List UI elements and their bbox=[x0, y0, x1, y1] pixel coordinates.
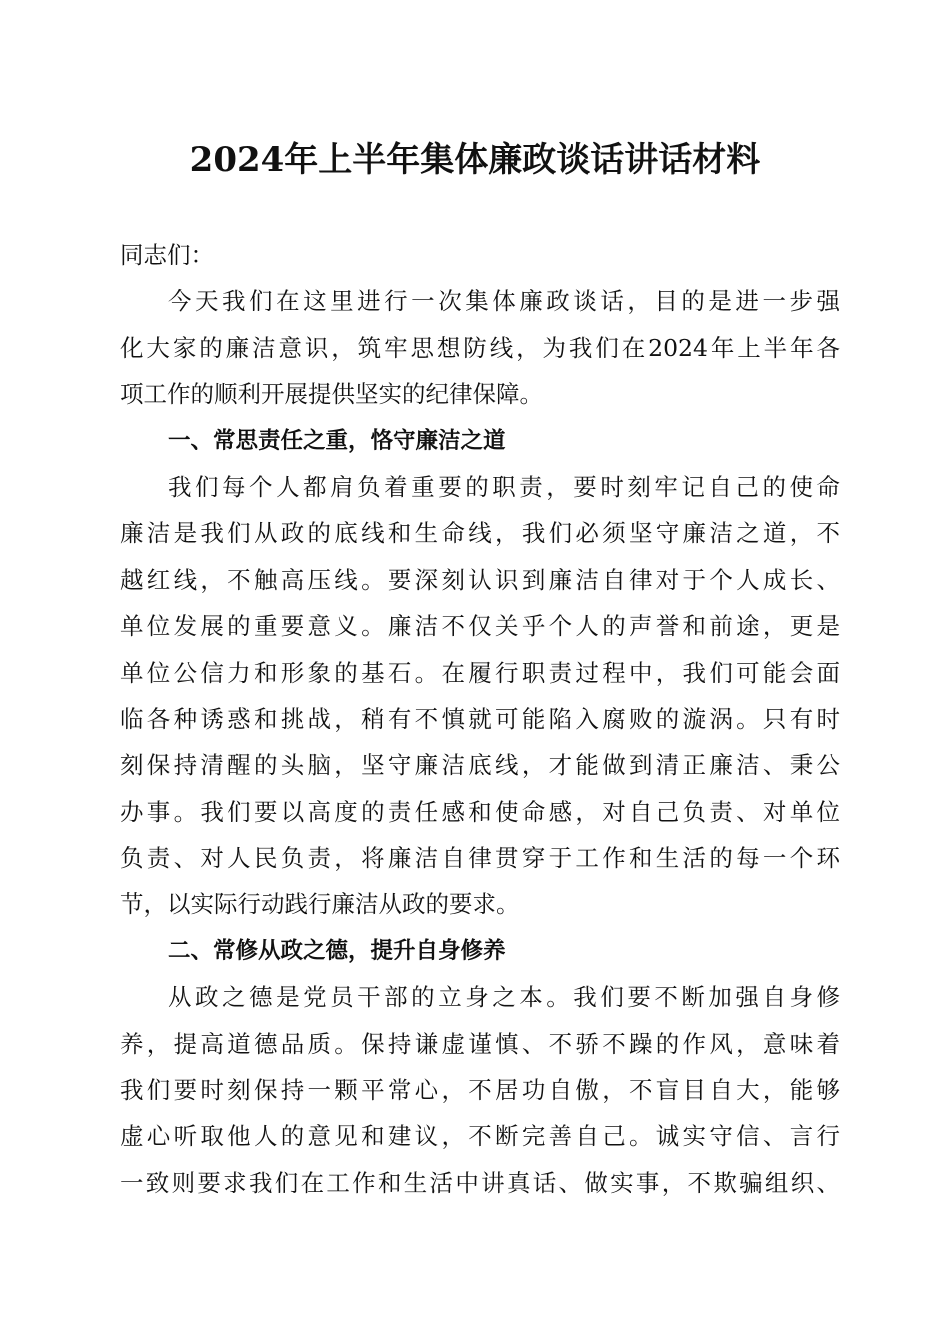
paragraph-lines bbox=[120, 278, 840, 1206]
body-line: 越红线，不触高压线。要深刻认识到廉洁自律对于个人成长、 bbox=[120, 565, 840, 594]
body-line: 节，以实际行动践行廉洁从政的要求。 bbox=[120, 890, 520, 919]
document-body bbox=[120, 232, 840, 1206]
section-heading: 一、常思责任之重，恪守廉洁之道 bbox=[168, 427, 506, 454]
section-heading: 二、常修从政之德，提升自身修养 bbox=[168, 937, 506, 964]
body-line: 临各种诱惑和挑战，稍有不慎就可能陷入腐败的漩涡。只有时 bbox=[120, 704, 840, 733]
body-line: 虚心听取他人的意见和建议，不断完善自己。诚实守信、言行 bbox=[120, 1122, 840, 1151]
body-line: 办事。我们要以高度的责任感和使命感，对自己负责、对单位 bbox=[120, 797, 840, 826]
body-line: 今天我们在这里进行一次集体廉政谈话，目的是进一步强 bbox=[168, 287, 840, 316]
salutation: 同志们： bbox=[120, 241, 214, 269]
body-line: 负责、对人民负责，将廉洁自律贯穿于工作和生活的每一个环 bbox=[120, 844, 840, 873]
body-line: 刻保持清醒的头脑，坚守廉洁底线，才能做到清正廉洁、秉公 bbox=[120, 751, 840, 780]
body-line: 廉洁是我们从政的底线和生命线，我们必须坚守廉洁之道，不 bbox=[120, 519, 840, 548]
body-line: 养，提高道德品质。保持谦虚谨慎、不骄不躁的作风，意味着 bbox=[120, 1029, 840, 1058]
body-line: 项工作的顺利开展提供坚实的纪律保障。 bbox=[120, 380, 543, 409]
body-line: 化大家的廉洁意识，筑牢思想防线，为我们在2024年上半年各 bbox=[120, 333, 840, 362]
body-line: 一致则要求我们在工作和生活中讲真话、做实事，不欺骗组织、 bbox=[120, 1168, 840, 1197]
body-line: 单位公信力和形象的基石。在履行职责过程中，我们可能会面 bbox=[120, 658, 840, 687]
body-line: 我们要时刻保持一颗平常心，不居功自傲，不盲目自大，能够 bbox=[120, 1076, 840, 1105]
document-title: 2024年上半年集体廉政谈话讲话材料 bbox=[189, 140, 761, 180]
body-line: 我们每个人都肩负着重要的职责，要时刻牢记自己的使命 bbox=[168, 472, 840, 501]
body-line: 单位发展的重要意义。廉洁不仅关乎个人的声誉和前途，更是 bbox=[120, 612, 840, 641]
body-line: 从政之德是党员干部的立身之本。我们要不断加强自身修 bbox=[168, 983, 840, 1012]
